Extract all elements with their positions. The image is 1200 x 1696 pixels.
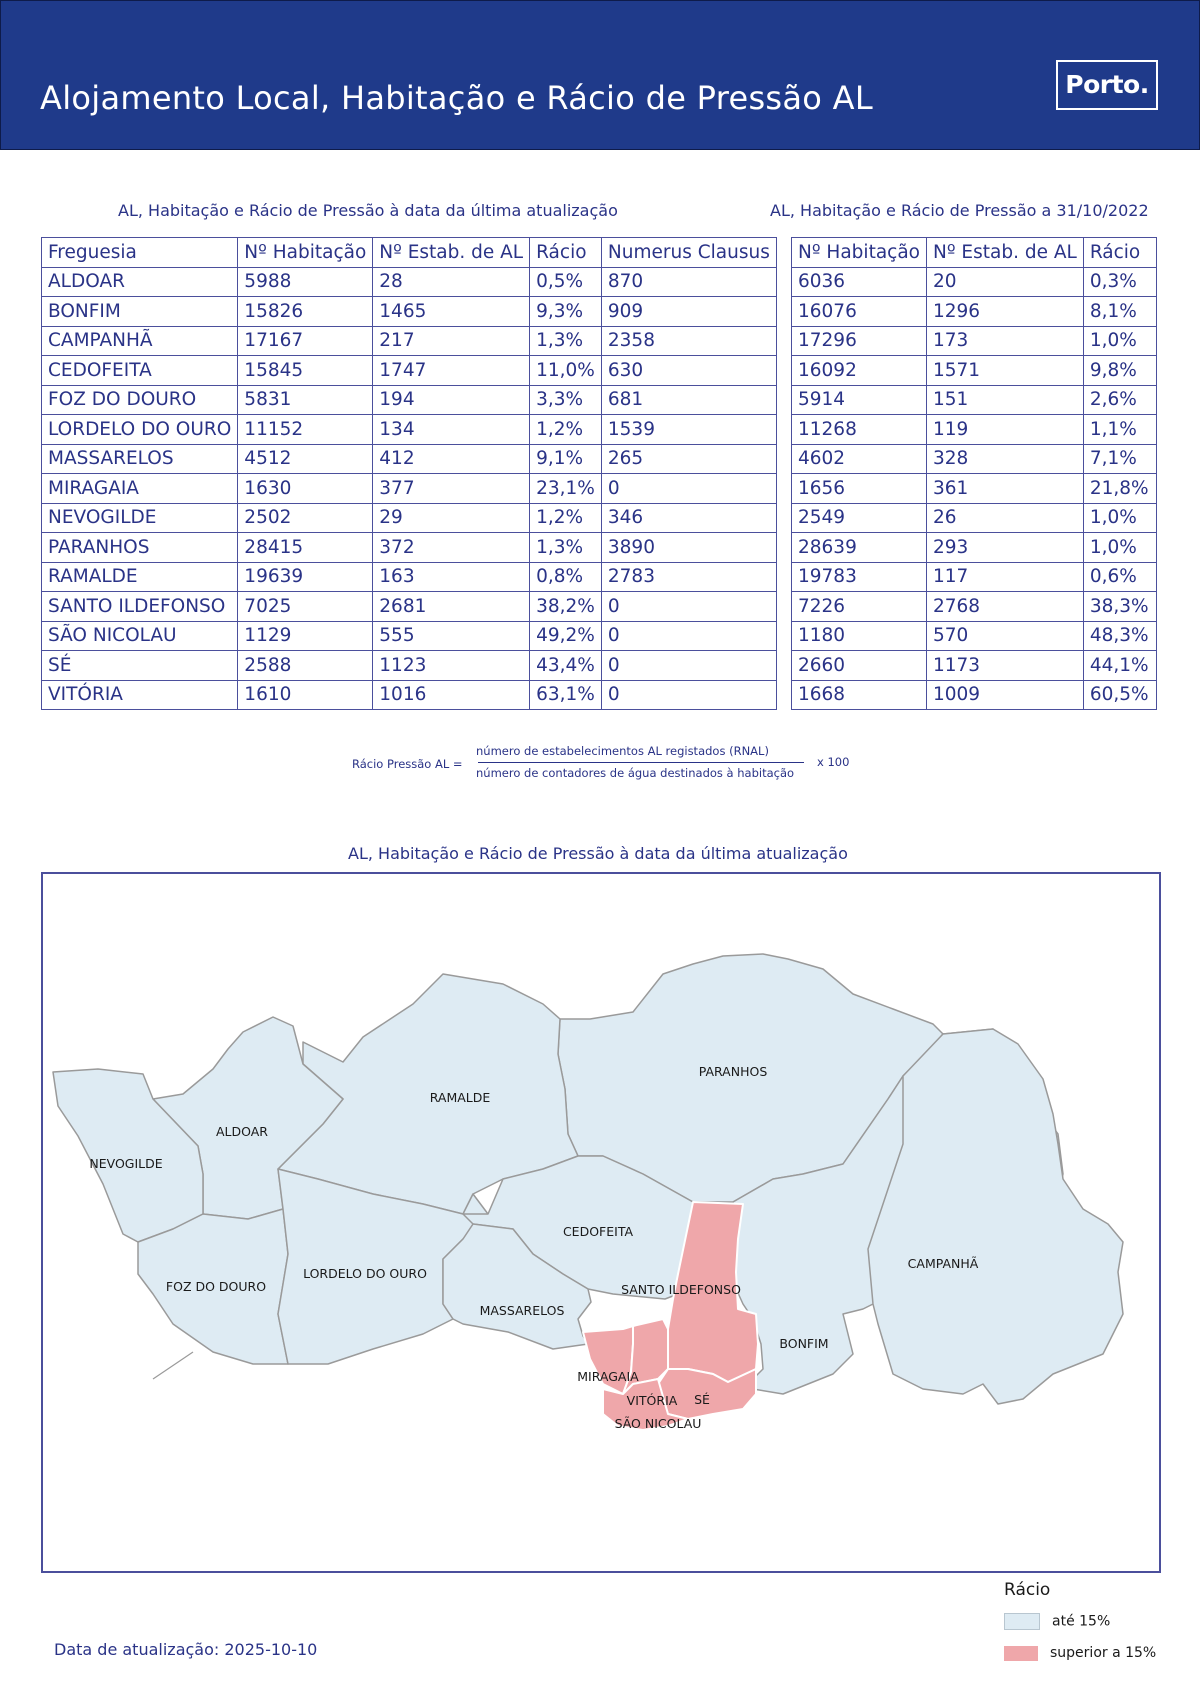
page-title: Alojamento Local, Habitação e Rácio de Pressão AL: [40, 79, 873, 117]
table-row: [792, 297, 1157, 327]
table-cell: SÃO NICOLAU: [42, 621, 238, 651]
table-row: [42, 562, 777, 592]
table-cell: VITÓRIA: [42, 680, 238, 710]
table-cell: 1173: [926, 651, 1083, 681]
formula-fraction-bar: [478, 762, 804, 763]
map-caption: AL, Habitação e Rácio de Pressão à data da última atualização: [348, 844, 848, 863]
formula-lhs: Rácio Pressão AL =: [352, 757, 463, 771]
label-cedofeita: CEDOFEITA: [562, 1224, 634, 1239]
parish-map: [41, 872, 1161, 1573]
label-sao-nicolau: SÃO NICOLAU: [614, 1416, 702, 1431]
table-cell: 1016: [373, 680, 530, 710]
data-2022-table: [791, 237, 1157, 710]
table-cell: 412: [373, 444, 530, 474]
table-cell: 38,2%: [530, 592, 602, 622]
table-cell: 7226: [792, 592, 927, 622]
table-row: [792, 267, 1157, 297]
table-cell: 0,3%: [1083, 267, 1156, 297]
table-cell: 0: [601, 651, 776, 681]
left-table-caption: AL, Habitação e Rácio de Pressão à data da última atualização: [118, 201, 618, 220]
legend-swatch-low: [1004, 1613, 1040, 1630]
table-cell: 49,2%: [530, 621, 602, 651]
table-cell: 11268: [792, 415, 927, 445]
table-cell: 217: [373, 326, 530, 356]
table-cell: 2660: [792, 651, 927, 681]
label-campanha: CAMPANHÃ: [907, 1256, 979, 1271]
table-cell: 1009: [926, 680, 1083, 710]
table-cell: 3,3%: [530, 385, 602, 415]
table-cell: 20: [926, 267, 1083, 297]
table-row: [42, 621, 777, 651]
table-cell: 5831: [238, 385, 373, 415]
update-date: Data de atualização: 2025-10-10: [54, 1640, 318, 1659]
table-cell: SÉ: [42, 651, 238, 681]
table-cell: 48,3%: [1083, 621, 1156, 651]
table-cell: 909: [601, 297, 776, 327]
table-cell: 16076: [792, 297, 927, 327]
table-row: [792, 562, 1157, 592]
legend-label-high: superior a 15%: [1050, 1645, 1157, 1661]
table-cell: 9,8%: [1083, 356, 1156, 386]
table-cell: 1,3%: [530, 326, 602, 356]
table-row: [792, 651, 1157, 681]
table-cell: 17296: [792, 326, 927, 356]
col-freguesia: Freguesia: [42, 238, 238, 268]
table-row: [792, 444, 1157, 474]
table-cell: 1747: [373, 356, 530, 386]
table-cell: 0: [601, 474, 776, 504]
table-cell: 117: [926, 562, 1083, 592]
table-cell: 1,3%: [530, 533, 602, 563]
table-row: [792, 680, 1157, 710]
legend-label-low: até 15%: [1052, 1613, 1111, 1630]
porto-logo: Porto.: [1056, 60, 1158, 110]
table-cell: 372: [373, 533, 530, 563]
table-cell: 1,2%: [530, 415, 602, 445]
table-cell: 6036: [792, 267, 927, 297]
table-cell: 11,0%: [530, 356, 602, 386]
table-cell: 2502: [238, 503, 373, 533]
table-row: [792, 621, 1157, 651]
label-paranhos: PARANHOS: [698, 1064, 768, 1079]
table-cell: CEDOFEITA: [42, 356, 238, 386]
table-cell: 60,5%: [1083, 680, 1156, 710]
table-cell: RAMALDE: [42, 562, 238, 592]
table-cell: 23,1%: [530, 474, 602, 504]
table-cell: 1465: [373, 297, 530, 327]
table-row: [792, 415, 1157, 445]
table-cell: 11152: [238, 415, 373, 445]
table-row: [42, 680, 777, 710]
col-racio: Rácio: [530, 238, 602, 268]
table-cell: 194: [373, 385, 530, 415]
table-cell: BONFIM: [42, 297, 238, 327]
legend-swatch-high: [1004, 1646, 1038, 1661]
table-cell: 0,6%: [1083, 562, 1156, 592]
col-habitacao: Nº Habitação: [238, 238, 373, 268]
table-cell: 1630: [238, 474, 373, 504]
label-se: SÉ: [694, 1392, 710, 1407]
table-header-row: [42, 238, 777, 268]
table-row: [42, 503, 777, 533]
table-row: [42, 444, 777, 474]
table-cell: 361: [926, 474, 1083, 504]
table-row: [792, 385, 1157, 415]
label-foz: FOZ DO DOURO: [165, 1279, 267, 1294]
table-cell: 1180: [792, 621, 927, 651]
table-row: [42, 533, 777, 563]
table-cell: 38,3%: [1083, 592, 1156, 622]
legend-title: Rácio: [1004, 1580, 1051, 1600]
formula-numerator: número de estabelecimentos AL registados (RNAL): [476, 744, 769, 758]
table-cell: 134: [373, 415, 530, 445]
table-cell: 1571: [926, 356, 1083, 386]
table-cell: 377: [373, 474, 530, 504]
table-cell: 28639: [792, 533, 927, 563]
table-cell: 4512: [238, 444, 373, 474]
table-row: [42, 326, 777, 356]
table-cell: 173: [926, 326, 1083, 356]
table-cell: 1,2%: [530, 503, 602, 533]
table-cell: MIRAGAIA: [42, 474, 238, 504]
table-cell: 630: [601, 356, 776, 386]
table-cell: 3890: [601, 533, 776, 563]
label-miragaia: MIRAGAIA: [577, 1369, 639, 1384]
table-cell: 16092: [792, 356, 927, 386]
table-cell: 555: [373, 621, 530, 651]
table-header-row: [792, 238, 1157, 268]
table-row: [42, 356, 777, 386]
table-cell: 2768: [926, 592, 1083, 622]
page-header: [0, 0, 1200, 150]
col-estab-al: Nº Estab. de AL: [373, 238, 530, 268]
table-cell: LORDELO DO OURO: [42, 415, 238, 445]
formula-denominator: número de contadores de água destinados à habitação: [476, 766, 795, 780]
label-nevogilde: NEVOGILDE: [89, 1156, 163, 1171]
table-cell: 1610: [238, 680, 373, 710]
table-cell: 9,1%: [530, 444, 602, 474]
table-cell: NEVOGILDE: [42, 503, 238, 533]
table-cell: 28: [373, 267, 530, 297]
table-cell: 265: [601, 444, 776, 474]
col-numerus-clausus: Numerus Clausus: [601, 238, 776, 268]
label-vitoria: VITÓRIA: [626, 1393, 678, 1408]
table-cell: 1296: [926, 297, 1083, 327]
table-row: [42, 385, 777, 415]
table-row: [42, 474, 777, 504]
label-aldoar: ALDOAR: [216, 1124, 268, 1139]
region-campanha: [868, 1029, 1123, 1404]
table-cell: 2549: [792, 503, 927, 533]
table-cell: 28415: [238, 533, 373, 563]
table-cell: CAMPANHÃ: [42, 326, 238, 356]
table-cell: 1,1%: [1083, 415, 1156, 445]
table-cell: 1539: [601, 415, 776, 445]
table-cell: PARANHOS: [42, 533, 238, 563]
table-cell: 19783: [792, 562, 927, 592]
table-row: [42, 267, 777, 297]
label-massarelos: MASSARELOS: [479, 1303, 565, 1318]
table-cell: 1,0%: [1083, 326, 1156, 356]
current-data-table: [41, 237, 777, 710]
table-cell: 1129: [238, 621, 373, 651]
table-cell: 1123: [373, 651, 530, 681]
table-cell: 21,8%: [1083, 474, 1156, 504]
table-cell: 63,1%: [530, 680, 602, 710]
table-row: [792, 503, 1157, 533]
table-row: [42, 592, 777, 622]
table-row: [42, 297, 777, 327]
table-cell: 2358: [601, 326, 776, 356]
table-cell: 570: [926, 621, 1083, 651]
table-row: [792, 356, 1157, 386]
table-row: [792, 474, 1157, 504]
table-row: [42, 415, 777, 445]
table-cell: 7,1%: [1083, 444, 1156, 474]
table-cell: 151: [926, 385, 1083, 415]
table-cell: 4602: [792, 444, 927, 474]
table-cell: MASSARELOS: [42, 444, 238, 474]
table-cell: 681: [601, 385, 776, 415]
formula-multiplier: x 100: [817, 755, 850, 769]
table-cell: 1668: [792, 680, 927, 710]
table-cell: 1,0%: [1083, 503, 1156, 533]
river-pier: [153, 1352, 193, 1379]
table-cell: 15826: [238, 297, 373, 327]
table-cell: 1,0%: [1083, 533, 1156, 563]
table-cell: 17167: [238, 326, 373, 356]
label-santo-ildefonso: SANTO ILDEFONSO: [621, 1282, 741, 1297]
table-cell: 1656: [792, 474, 927, 504]
table-cell: 293: [926, 533, 1083, 563]
table-cell: 8,1%: [1083, 297, 1156, 327]
table-cell: 0,5%: [530, 267, 602, 297]
table-cell: FOZ DO DOURO: [42, 385, 238, 415]
table-cell: 328: [926, 444, 1083, 474]
table-cell: 0: [601, 621, 776, 651]
table-cell: 44,1%: [1083, 651, 1156, 681]
table-cell: 29: [373, 503, 530, 533]
table-cell: 163: [373, 562, 530, 592]
legend-item-low: [1004, 1613, 1110, 1630]
label-ramalde: RAMALDE: [429, 1090, 491, 1105]
label-lordelo: LORDELO DO OURO: [303, 1266, 427, 1281]
col-racio-2022: Rácio: [1083, 238, 1156, 268]
table-cell: 26: [926, 503, 1083, 533]
table-cell: ALDOAR: [42, 267, 238, 297]
table-row: [792, 533, 1157, 563]
table-cell: 9,3%: [530, 297, 602, 327]
table-cell: 119: [926, 415, 1083, 445]
table-row: [42, 651, 777, 681]
table-cell: 43,4%: [530, 651, 602, 681]
table-cell: 2681: [373, 592, 530, 622]
ratio-formula: [352, 744, 872, 788]
table-cell: 19639: [238, 562, 373, 592]
table-cell: 0: [601, 592, 776, 622]
table-row: [792, 592, 1157, 622]
col-habitacao-2022: Nº Habitação: [792, 238, 927, 268]
table-cell: 2588: [238, 651, 373, 681]
table-cell: 5914: [792, 385, 927, 415]
table-cell: 15845: [238, 356, 373, 386]
table-cell: 0,8%: [530, 562, 602, 592]
label-bonfim: BONFIM: [779, 1336, 829, 1351]
table-cell: 5988: [238, 267, 373, 297]
table-cell: 0: [601, 680, 776, 710]
table-cell: 2,6%: [1083, 385, 1156, 415]
col-estab-al-2022: Nº Estab. de AL: [926, 238, 1083, 268]
legend-item-high: [1004, 1645, 1156, 1661]
table-cell: 2783: [601, 562, 776, 592]
parish-map-svg: [43, 874, 1161, 1573]
table-cell: 870: [601, 267, 776, 297]
table-cell: SANTO ILDEFONSO: [42, 592, 238, 622]
table-cell: 7025: [238, 592, 373, 622]
right-table-caption: AL, Habitação e Rácio de Pressão a 31/10/2022: [770, 201, 1149, 220]
table-row: [792, 326, 1157, 356]
table-cell: 346: [601, 503, 776, 533]
